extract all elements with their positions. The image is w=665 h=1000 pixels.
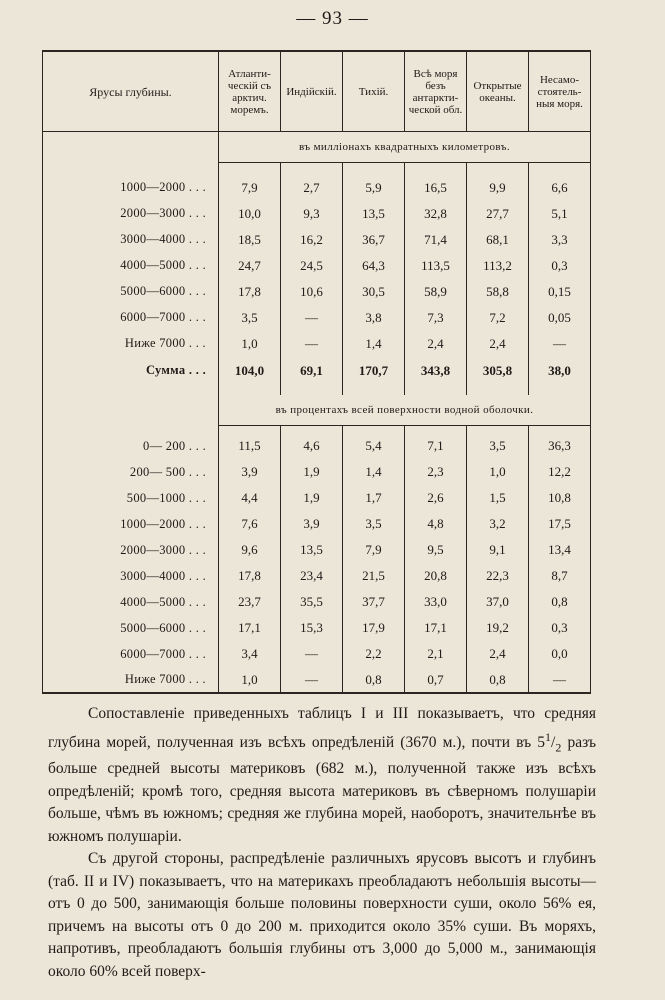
spacer-row xyxy=(43,425,591,433)
table-cell: 37,7 xyxy=(343,589,405,615)
fraction-denominator: 2 xyxy=(555,739,562,754)
paragraph: Съ другой стороны, распредѣленіе различныхъ ярусовъ высотъ и глубинъ (таб. II и IV) показываетъ, что на материкахъ преобладаютъ небольшія высоты—отъ 0 до 500, занимающія больше половины поверхности суши, около 56% ея, причемъ на высоты отъ 0 до 200 м. приходится около 35% суши. Въ моряхъ, напротивъ, преобладаютъ большія глубины отъ 3,000 до 5,000 м., занимающія около 60% всей поверх- xyxy=(48,850,596,980)
table-cell: 32,8 xyxy=(405,201,467,227)
table-cell: 2,3 xyxy=(405,459,467,485)
table-row xyxy=(43,667,591,693)
table-cell: 7,6 xyxy=(219,511,281,537)
table-cell: 16,5 xyxy=(405,175,467,201)
spacer-cell xyxy=(467,425,529,433)
table-cell: 10,8 xyxy=(529,485,591,511)
table-cell: 3,9 xyxy=(219,459,281,485)
table-cell: 9,3 xyxy=(281,201,343,227)
row-label: 6000—7000 . . . xyxy=(43,641,219,667)
table-cell: — xyxy=(281,305,343,331)
table-cell: 7,3 xyxy=(405,305,467,331)
table-cell: 113,5 xyxy=(405,253,467,279)
spacer-cell xyxy=(343,163,405,175)
table-cell: 1,9 xyxy=(281,485,343,511)
table-row xyxy=(43,459,591,485)
table-cell: 58,8 xyxy=(467,279,529,305)
table-cell: 3,5 xyxy=(219,305,281,331)
spacer-cell xyxy=(467,385,529,395)
table-cell: 9,5 xyxy=(405,537,467,563)
row-label: Сумма . . . xyxy=(43,357,219,385)
spacer-cell xyxy=(43,163,219,175)
table-row xyxy=(43,253,591,279)
table-row xyxy=(43,331,591,357)
table-cell: 2,4 xyxy=(405,331,467,357)
spacer-cell xyxy=(343,385,405,395)
table-cell: 10,6 xyxy=(281,279,343,305)
table-cell: 35,5 xyxy=(281,589,343,615)
unit-label: въ процентахъ всей поверхности водной оболочки. xyxy=(219,395,591,426)
header-row xyxy=(43,51,591,132)
row-label: 500—1000 . . . xyxy=(43,485,219,511)
table-cell: 8,7 xyxy=(529,563,591,589)
table-cell: 21,5 xyxy=(343,563,405,589)
table-cell: — xyxy=(529,667,591,693)
table-cell: 15,3 xyxy=(281,615,343,641)
table-cell: 4,4 xyxy=(219,485,281,511)
table-cell: 36,7 xyxy=(343,227,405,253)
spacer-cell xyxy=(529,163,591,175)
table-cell: 1,0 xyxy=(219,331,281,357)
table-row xyxy=(43,357,591,385)
table-cell: 17,8 xyxy=(219,279,281,305)
table-cell: 5,9 xyxy=(343,175,405,201)
column-header: Атланти-ческій съ арктич. моремъ. xyxy=(219,51,281,132)
spacer-row xyxy=(43,163,591,175)
spacer-row xyxy=(43,385,591,395)
table-row xyxy=(43,175,591,201)
table-cell: 305,8 xyxy=(467,357,529,385)
table-cell: 1,0 xyxy=(467,459,529,485)
table-cell: 68,1 xyxy=(467,227,529,253)
table-cell: 33,0 xyxy=(405,589,467,615)
table-cell: 27,7 xyxy=(467,201,529,227)
table-cell: 0,15 xyxy=(529,279,591,305)
table-row xyxy=(43,615,591,641)
unit-row xyxy=(43,132,591,163)
table-cell: 18,5 xyxy=(219,227,281,253)
table-cell: 1,7 xyxy=(343,485,405,511)
unit-spacer xyxy=(43,132,219,163)
fraction-numerator: 1 xyxy=(545,729,552,744)
table-cell: 0,3 xyxy=(529,615,591,641)
depth-table xyxy=(42,50,590,692)
spacer-cell xyxy=(467,163,529,175)
table-cell: 5,1 xyxy=(529,201,591,227)
table-cell: 1,0 xyxy=(219,667,281,693)
spacer-cell xyxy=(43,385,219,395)
unit-label: въ милліонахъ квадратныхъ километровъ. xyxy=(219,132,591,163)
spacer-cell xyxy=(281,163,343,175)
table-cell: 3,8 xyxy=(343,305,405,331)
table-cell: 2,1 xyxy=(405,641,467,667)
table-cell: 17,9 xyxy=(343,615,405,641)
row-label: 4000—5000 . . . xyxy=(43,589,219,615)
table-cell: 0,8 xyxy=(529,589,591,615)
table-cell: 38,0 xyxy=(529,357,591,385)
table-cell: 7,2 xyxy=(467,305,529,331)
spacer-cell xyxy=(529,425,591,433)
table-cell: 104,0 xyxy=(219,357,281,385)
table-cell: 7,1 xyxy=(405,433,467,459)
row-label: 2000—3000 . . . xyxy=(43,201,219,227)
text-span: разъ больше средней высоты материковъ (682 м.), полученной также изъ всѣхъ опредѣленій; кромѣ того, средняя высота материковъ въ сѣверномъ полушаріи больше, чѣмъ въ южномъ; средняя же глубина морей, наоборотъ, значительнѣе въ южномъ полушаріи. xyxy=(48,733,596,845)
table-row xyxy=(43,305,591,331)
spacer-cell xyxy=(405,425,467,433)
table-cell: 2,7 xyxy=(281,175,343,201)
table-cell: 64,3 xyxy=(343,253,405,279)
table-cell: 13,4 xyxy=(529,537,591,563)
table-cell: 24,5 xyxy=(281,253,343,279)
table-cell: 13,5 xyxy=(343,201,405,227)
spacer-cell xyxy=(343,425,405,433)
table-cell: 3,5 xyxy=(467,433,529,459)
table-cell: 113,2 xyxy=(467,253,529,279)
table-cell: 37,0 xyxy=(467,589,529,615)
unit-row xyxy=(43,395,591,426)
row-label: 3000—4000 . . . xyxy=(43,227,219,253)
column-header: Несамо-стоятель-ныя моря. xyxy=(529,51,591,132)
table-row xyxy=(43,201,591,227)
row-header: Ярусы глубины. xyxy=(43,51,219,132)
table-cell: 0,3 xyxy=(529,253,591,279)
row-label: 2000—3000 . . . xyxy=(43,537,219,563)
table-cell: 13,5 xyxy=(281,537,343,563)
table-row xyxy=(43,227,591,253)
table-cell: 11,5 xyxy=(219,433,281,459)
table-cell: 20,8 xyxy=(405,563,467,589)
table-row xyxy=(43,537,591,563)
row-label: 200— 500 . . . xyxy=(43,459,219,485)
table-cell: 2,2 xyxy=(343,641,405,667)
table-cell: 4,8 xyxy=(405,511,467,537)
table-row xyxy=(43,433,591,459)
table-cell: 1,4 xyxy=(343,331,405,357)
spacer-cell xyxy=(281,425,343,433)
column-header: Индійскій. xyxy=(281,51,343,132)
row-label: Ниже 7000 . . . xyxy=(43,331,219,357)
table-cell: 58,9 xyxy=(405,279,467,305)
table-cell: 2,4 xyxy=(467,331,529,357)
table-cell: 16,2 xyxy=(281,227,343,253)
table-cell: 1,9 xyxy=(281,459,343,485)
table-cell: 343,8 xyxy=(405,357,467,385)
data-table xyxy=(42,50,591,694)
row-label: 1000—2000 . . . xyxy=(43,511,219,537)
spacer-cell xyxy=(219,425,281,433)
table-cell: 3,4 xyxy=(219,641,281,667)
table-cell: 2,6 xyxy=(405,485,467,511)
table-cell: 30,5 xyxy=(343,279,405,305)
page-number: — 93 — xyxy=(296,8,369,29)
row-label: 4000—5000 . . . xyxy=(43,253,219,279)
spacer-cell xyxy=(281,385,343,395)
row-label: 6000—7000 . . . xyxy=(43,305,219,331)
column-header: Открытые океаны. xyxy=(467,51,529,132)
table-cell: 2,4 xyxy=(467,641,529,667)
table-cell: 0,0 xyxy=(529,641,591,667)
table-cell: 36,3 xyxy=(529,433,591,459)
spacer-cell xyxy=(405,163,467,175)
body-text xyxy=(48,703,596,983)
table-cell: 6,6 xyxy=(529,175,591,201)
table-cell: 0,7 xyxy=(405,667,467,693)
table-cell: 5,4 xyxy=(343,433,405,459)
table-cell: 7,9 xyxy=(219,175,281,201)
spacer-cell xyxy=(219,385,281,395)
table-cell: — xyxy=(281,331,343,357)
row-label: 1000—2000 . . . xyxy=(43,175,219,201)
table-cell: — xyxy=(529,331,591,357)
table-cell: — xyxy=(281,667,343,693)
spacer-cell xyxy=(405,385,467,395)
text-span: Сопоставленіе приведенныхъ таблицъ I и III показываетъ, что средняя глубина морей, полученная изъ всѣхъ опредѣленій (3670 м.), почти въ 5 xyxy=(48,705,596,751)
paragraph: Сопоставленіе приведенныхъ таблицъ I и III показываетъ, что средняя глубина морей, полученная изъ всѣхъ опредѣленій (3670 м.), почти въ $5^1/_2$ разъ больше средней высоты материковъ (682 м.), полученной также изъ всѣхъ опредѣленій; кромѣ того, средняя высота материковъ въ сѣверномъ полушаріи больше, чѣмъ въ южномъ; средняя же глубина морей, наоборотъ, значительнѣе въ южномъ полушаріи. xyxy=(48,705,596,845)
table-body xyxy=(43,132,591,694)
table-cell: 9,6 xyxy=(219,537,281,563)
table-row xyxy=(43,589,591,615)
spacer-cell xyxy=(219,163,281,175)
spacer-cell xyxy=(43,425,219,433)
table-cell: 17,1 xyxy=(405,615,467,641)
row-label: 5000—6000 . . . xyxy=(43,615,219,641)
table-cell: 12,2 xyxy=(529,459,591,485)
table-row xyxy=(43,563,591,589)
table-cell: 0,8 xyxy=(343,667,405,693)
table-cell: 4,6 xyxy=(281,433,343,459)
table-cell: 9,9 xyxy=(467,175,529,201)
table-cell: 24,7 xyxy=(219,253,281,279)
table-cell: 3,5 xyxy=(343,511,405,537)
table-cell: 22,3 xyxy=(467,563,529,589)
table-cell: 1,5 xyxy=(467,485,529,511)
table-cell: 71,4 xyxy=(405,227,467,253)
table-cell: 3,2 xyxy=(467,511,529,537)
unit-spacer xyxy=(43,395,219,426)
table-cell: 3,3 xyxy=(529,227,591,253)
table-cell: 10,0 xyxy=(219,201,281,227)
table-cell: 23,4 xyxy=(281,563,343,589)
table-cell: 1,4 xyxy=(343,459,405,485)
row-label: 3000—4000 . . . xyxy=(43,563,219,589)
row-label: Ниже 7000 . . . xyxy=(43,667,219,693)
table-row xyxy=(43,485,591,511)
table-cell: 19,2 xyxy=(467,615,529,641)
column-header: Всѣ моря безъ антаркти-ческой обл. xyxy=(405,51,467,132)
row-label: 0— 200 . . . xyxy=(43,433,219,459)
table-cell: 9,1 xyxy=(467,537,529,563)
table-cell: 170,7 xyxy=(343,357,405,385)
table-cell: 17,5 xyxy=(529,511,591,537)
table-cell: 0,05 xyxy=(529,305,591,331)
table-cell: 17,1 xyxy=(219,615,281,641)
table-row xyxy=(43,511,591,537)
spacer-cell xyxy=(529,385,591,395)
table-cell: 17,8 xyxy=(219,563,281,589)
table-cell: 23,7 xyxy=(219,589,281,615)
column-header: Тихій. xyxy=(343,51,405,132)
table-row xyxy=(43,279,591,305)
table-cell: — xyxy=(281,641,343,667)
table-cell: 69,1 xyxy=(281,357,343,385)
table-cell: 0,8 xyxy=(467,667,529,693)
table-cell: 7,9 xyxy=(343,537,405,563)
table-cell: 3,9 xyxy=(281,511,343,537)
table-row xyxy=(43,641,591,667)
row-label: 5000—6000 . . . xyxy=(43,279,219,305)
